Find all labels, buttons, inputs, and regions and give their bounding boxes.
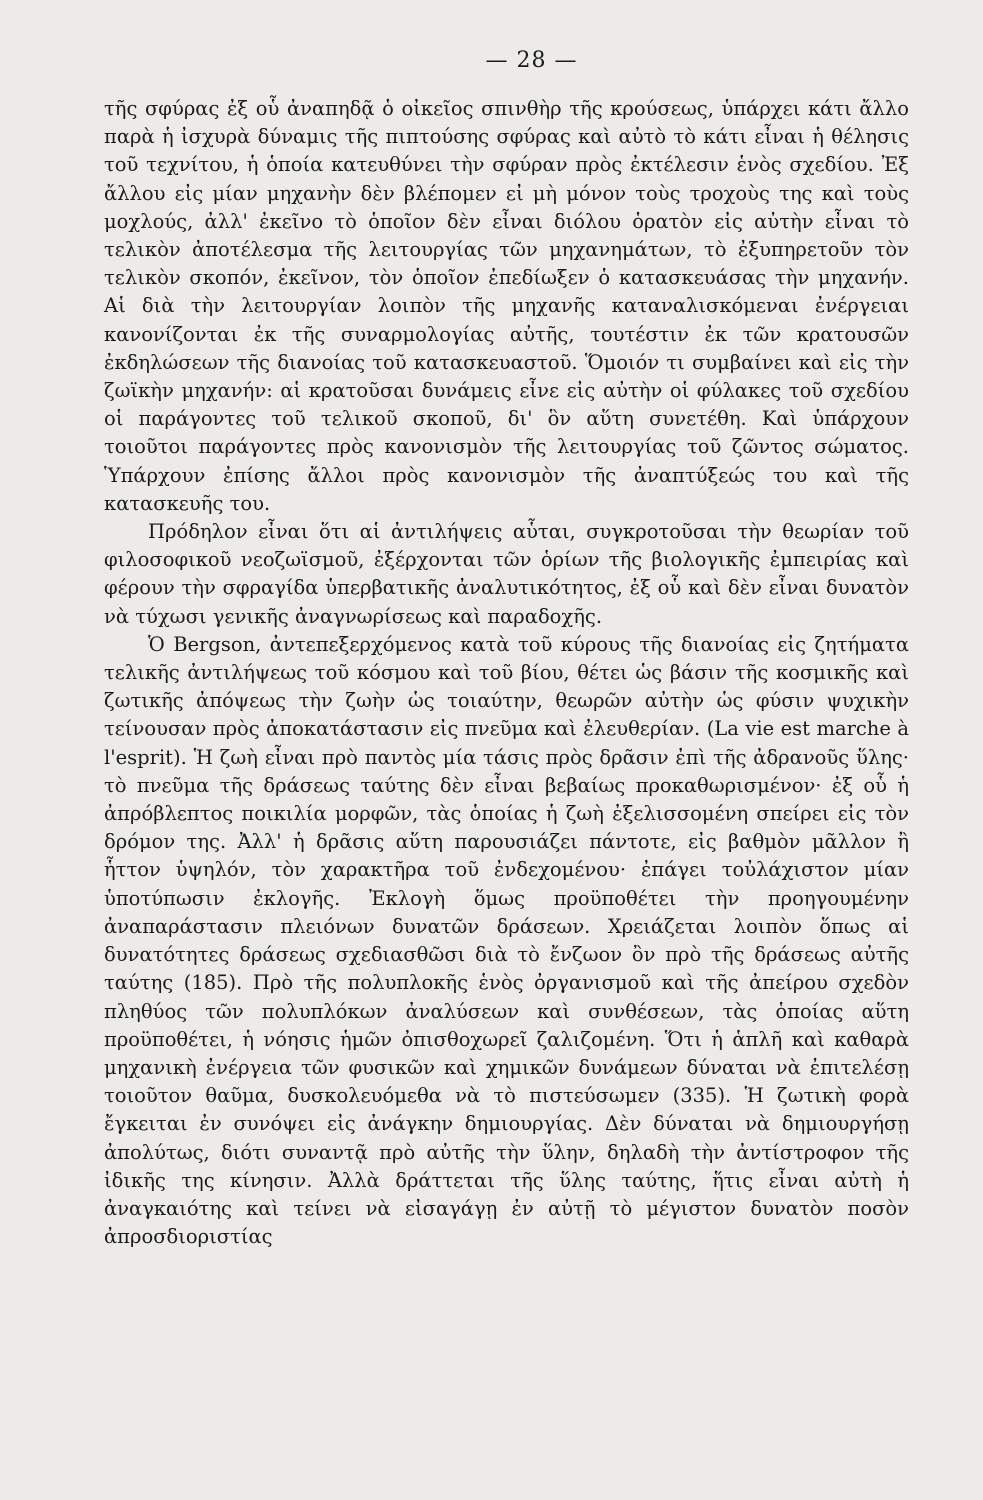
paragraph-3: Ὁ Bergson, ἀντεπεξερχόμενος κατὰ τοῦ κύρους τῆς διανοίας εἰς ζητήματα τελικῆς ἀντιλήψεως τοῦ κόσμου καὶ τοῦ βίου, θέτει ὡς βάσιν τῆς κοσμικῆς καὶ ζωτικῆς ἀπόψεως τὴν ζωὴν ὡς τοιαύτην, θεωρῶν αὐτὴν ὡς φύσιν ψυχικὴν τείνουσαν πρὸς ἀποκατάστασιν εἰς πνεῦμα καὶ ἐλευθερίαν. (La vie est marche à l'esprit). Ἡ ζωὴ εἶναι πρὸ παντὸς μία τάσις πρὸς δρᾶσιν ἐπὶ τῆς ἀδρανοῦς ὕλης· τὸ πνεῦμα τῆς δράσεως ταύτης δὲν εἶναι βεβαίως προκαθωρισμένον· ἐξ οὗ ἡ ἀπρόβλεπτος ποικιλία μορφῶν, τὰς ὁποίας ἡ ζωὴ ἐξελισσομένη σπείρει εἰς τὸν δρόμον της. Ἀλλ' ἡ δρᾶσις αὕτη παρουσιάζει πάντοτε, εἰς βαθμὸν μᾶλλον ἢ ἧττον ὑψηλόν, τὸν χαρακτῆρα τοῦ ἐνδεχομένου· ἐπάγει τοὐλάχιστον μίαν ὑποτύπωσιν ἐκλογῆς. Ἐκλογὴ ὅμως προϋποθέτει τὴν προηγουμένην ἀναπαράστασιν πλειόνων δυνατῶν δράσεων. Χρειάζεται λοιπὸν ὅπως αἱ δυνατότητες δράσεως σχεδιασθῶσι διὰ τὸ ἔνζωον ὂν πρὸ τῆς δράσεως αὐτῆς ταύτης (185). Πρὸ τῆς πολυπλοκῆς ἑνὸς ὀργανισμοῦ καὶ τῆς ἀπείρου σχεδὸν πληθύος τῶν πολυπλόκων ἀναλύσεων καὶ συνθέσεων, τὰς ὁποίας αὕτη προϋποθέτει, ἡ νόησις ἡμῶν ὀπισθοχωρεῖ ζαλιζομένη. Ὅτι ἡ ἁπλῆ καὶ καθαρὰ μηχανικὴ ἐνέργεια τῶν φυσικῶν καὶ χημικῶν δυνάμεων δύναται νὰ ἐπιτελέσῃ τοιοῦτον θαῦμα, δυσκολευόμεθα νὰ τὸ πιστεύσωμεν (335). Ἡ ζωτικὴ φορὰ ἔγκειται ἐν συνόψει εἰς ἀνάγκην δημιουργίας. Δὲν δύναται νὰ δημιουργήσῃ ἀπολύτως, διότι συναντᾷ πρὸ αὐτῆς τὴν ὕλην, δηλαδὴ τὴν ἀντίστροφον τῆς ἰδικῆς της κίνησιν. Ἀλλὰ δράττεται τῆς ὕλης ταύτης, ἥτις εἶναι αὐτὴ ἡ ἀναγκαιότης καὶ τείνει νὰ εἰσαγάγῃ ἐν αὐτῇ τὸ μέγιστον δυνατὸν ποσὸν ἀπροσδιοριστίας [104, 632, 909, 1249]
paragraph-1: τῆς σφύρας ἐξ οὗ ἀναπηδᾷ ὁ οἰκεῖος σπινθὴρ τῆς κρούσεως, ὑπάρχει κάτι ἄλλο παρὰ ἡ ἰσχυρὰ δύναμις τῆς πιπτούσης σφύρας καὶ αὐτὸ τὸ κάτι εἶναι ἡ θέλησις τοῦ τεχνίτου, ἡ ὁποία κατευθύνει τὴν σφύραν πρὸς ἐκτέλεσιν ἑνὸς σχεδίου. Ἐξ ἄλλου εἰς μίαν μηχανὴν δὲν βλέπομεν εἰ μὴ μόνον τοὺς τροχοὺς της καὶ τοὺς μοχλούς, ἀλλ' ἐκεῖνο τὸ ὁποῖον δὲν εἶναι διόλου ὁρατὸν εἰς αὐτὴν εἶναι τὸ τελικὸν ἀποτέλεσμα τῆς λειτουργίας τῶν μηχανημάτων, τὸ ἐξυπηρετοῦν τὸν τελικὸν σκοπόν, ἐκεῖνον, τὸν ὁποῖον ἐπεδίωξεν ὁ κατασκευάσας τὴν μηχανήν. Αἱ διὰ τὴν λειτουργίαν λοιπὸν τῆς μηχανῆς καταναλισκόμεναι ἐνέργειαι κανονίζονται ἐκ τῆς συναρμολογίας αὐτῆς, τουτέστιν ἐκ τῶν κρατουσῶν ἐκδηλώσεων τῆς διανοίας τοῦ κατασκευαστοῦ. Ὅμοιόν τι συμβαίνει καὶ εἰς τὴν ζωϊκὴν μηχανήν: αἱ κρατοῦσαι δυνάμεις εἶνε εἰς αὐτὴν οἱ φύλακες τοῦ σχεδίου οἱ παράγοντες τοῦ τελικοῦ σκοποῦ, δι' ὃν αὕτη συνετέθη. Καὶ ὑπάρχουν τοιοῦτοι παράγοντες πρὸς κανονισμὸν τῆς λειτουργίας τοῦ ζῶντος σώματος. Ὑπάρχουν ἐπίσης ἄλλοι πρὸς κανονισμὸν τῆς ἀναπτύξεώς του καὶ τῆς κατασκευῆς του. [104, 97, 909, 515]
page-number: — 28 — [485, 48, 578, 73]
paragraph-2: Πρόδηλον εἶναι ὅτι αἱ ἀντιλήψεις αὗται, συγκροτοῦσαι τὴν θεωρίαν τοῦ φιλοσοφικοῦ νεοζωϊσμοῦ, ἐξέρχονται τῶν ὁρίων τῆς βιολογικῆς ἐμπειρίας καὶ φέρουν τὴν σφραγίδα ὑπερβατικῆς ἀναλυτικότητος, ἐξ οὗ καὶ δὲν εἶναι δυνατὸν νὰ τύχωσι γενικῆς ἀναγνωρίσεως καὶ παραδοχῆς. [104, 520, 909, 628]
body-text [104, 95, 909, 1251]
